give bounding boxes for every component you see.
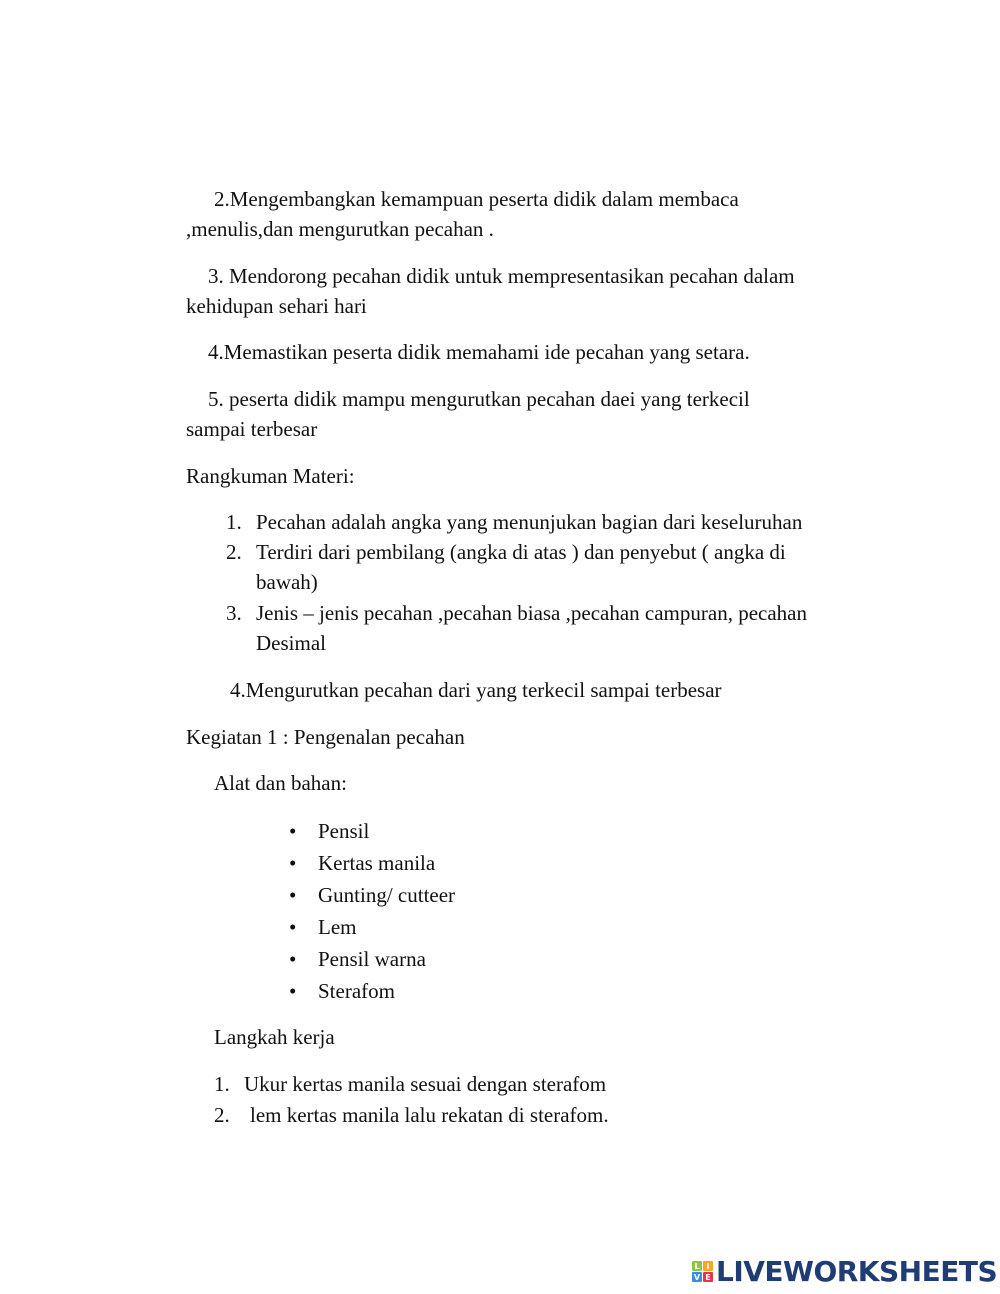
logo-tile: E (703, 1272, 713, 1282)
objective-4: 4.Memastikan peserta didik memahami ide pecahan yang setara. (208, 340, 750, 364)
summary-item-text-cont: bawah) (256, 570, 318, 594)
summary-item-text: Pecahan adalah angka yang menunjukan bagian dari keseluruhan (256, 510, 803, 534)
bullet-icon: • (289, 915, 297, 939)
material-item: Pensil (318, 819, 370, 843)
bullet-icon: • (289, 851, 297, 875)
summary-item-number: 3. (226, 601, 242, 625)
logo-text: LIVEWORKSHEETS (716, 1255, 998, 1288)
objective-3-line1: 3. Mendorong pecahan didik untuk mempresentasikan pecahan dalam (208, 264, 795, 288)
bullet-icon: • (289, 979, 297, 1003)
objective-5-line2: sampai terbesar (186, 417, 318, 441)
summary-heading: Rangkuman Materi: (186, 464, 355, 488)
materials-heading: Alat dan bahan: (214, 771, 347, 795)
objective-5-line1: 5. peserta didik mampu mengurutkan pecahan daei yang terkecil (208, 387, 750, 411)
material-item: Sterafom (318, 979, 395, 1003)
activity-title: Kegiatan 1 : Pengenalan pecahan (186, 725, 465, 749)
objective-3-line2: kehidupan sehari hari (186, 294, 367, 318)
material-item: Lem (318, 915, 357, 939)
material-item: Pensil warna (318, 947, 426, 971)
step-text: lem kertas manila lalu rekatan di sterafom. (250, 1103, 609, 1127)
liveworksheets-logo (692, 1255, 997, 1288)
summary-item-number: 1. (226, 510, 242, 534)
bullet-icon: • (289, 947, 297, 971)
logo-tile: I (703, 1261, 713, 1271)
step-number: 1. (214, 1072, 230, 1096)
step-text: Ukur kertas manila sesuai dengan sterafom (244, 1072, 607, 1096)
logo-tile: L (692, 1261, 702, 1271)
summary-item-number: 2. (226, 540, 242, 564)
objective-2-line2: ,menulis,dan mengurutkan pecahan . (186, 217, 494, 241)
logo-tiles-icon (692, 1261, 713, 1282)
summary-item-4: 4.Mengurutkan pecahan dari yang terkecil sampai terbesar (230, 678, 722, 702)
summary-item-text: Jenis – jenis pecahan ,pecahan biasa ,pecahan campuran, pecahan (256, 601, 807, 625)
logo-tile: V (693, 1272, 701, 1282)
bullet-icon: • (289, 883, 297, 907)
summary-item-text-cont: Desimal (256, 631, 326, 655)
material-item: Kertas manila (318, 851, 436, 875)
steps-heading: Langkah kerja (214, 1025, 335, 1049)
bullet-icon: • (289, 819, 297, 843)
material-item: Gunting/ cutteer (318, 883, 456, 907)
step-number: 2. (214, 1103, 230, 1127)
objective-2-line1: 2.Mengembangkan kemampuan peserta didik dalam membaca (214, 187, 739, 211)
summary-item-text: Terdiri dari pembilang (angka di atas ) dan penyebut ( angka di (256, 540, 786, 564)
